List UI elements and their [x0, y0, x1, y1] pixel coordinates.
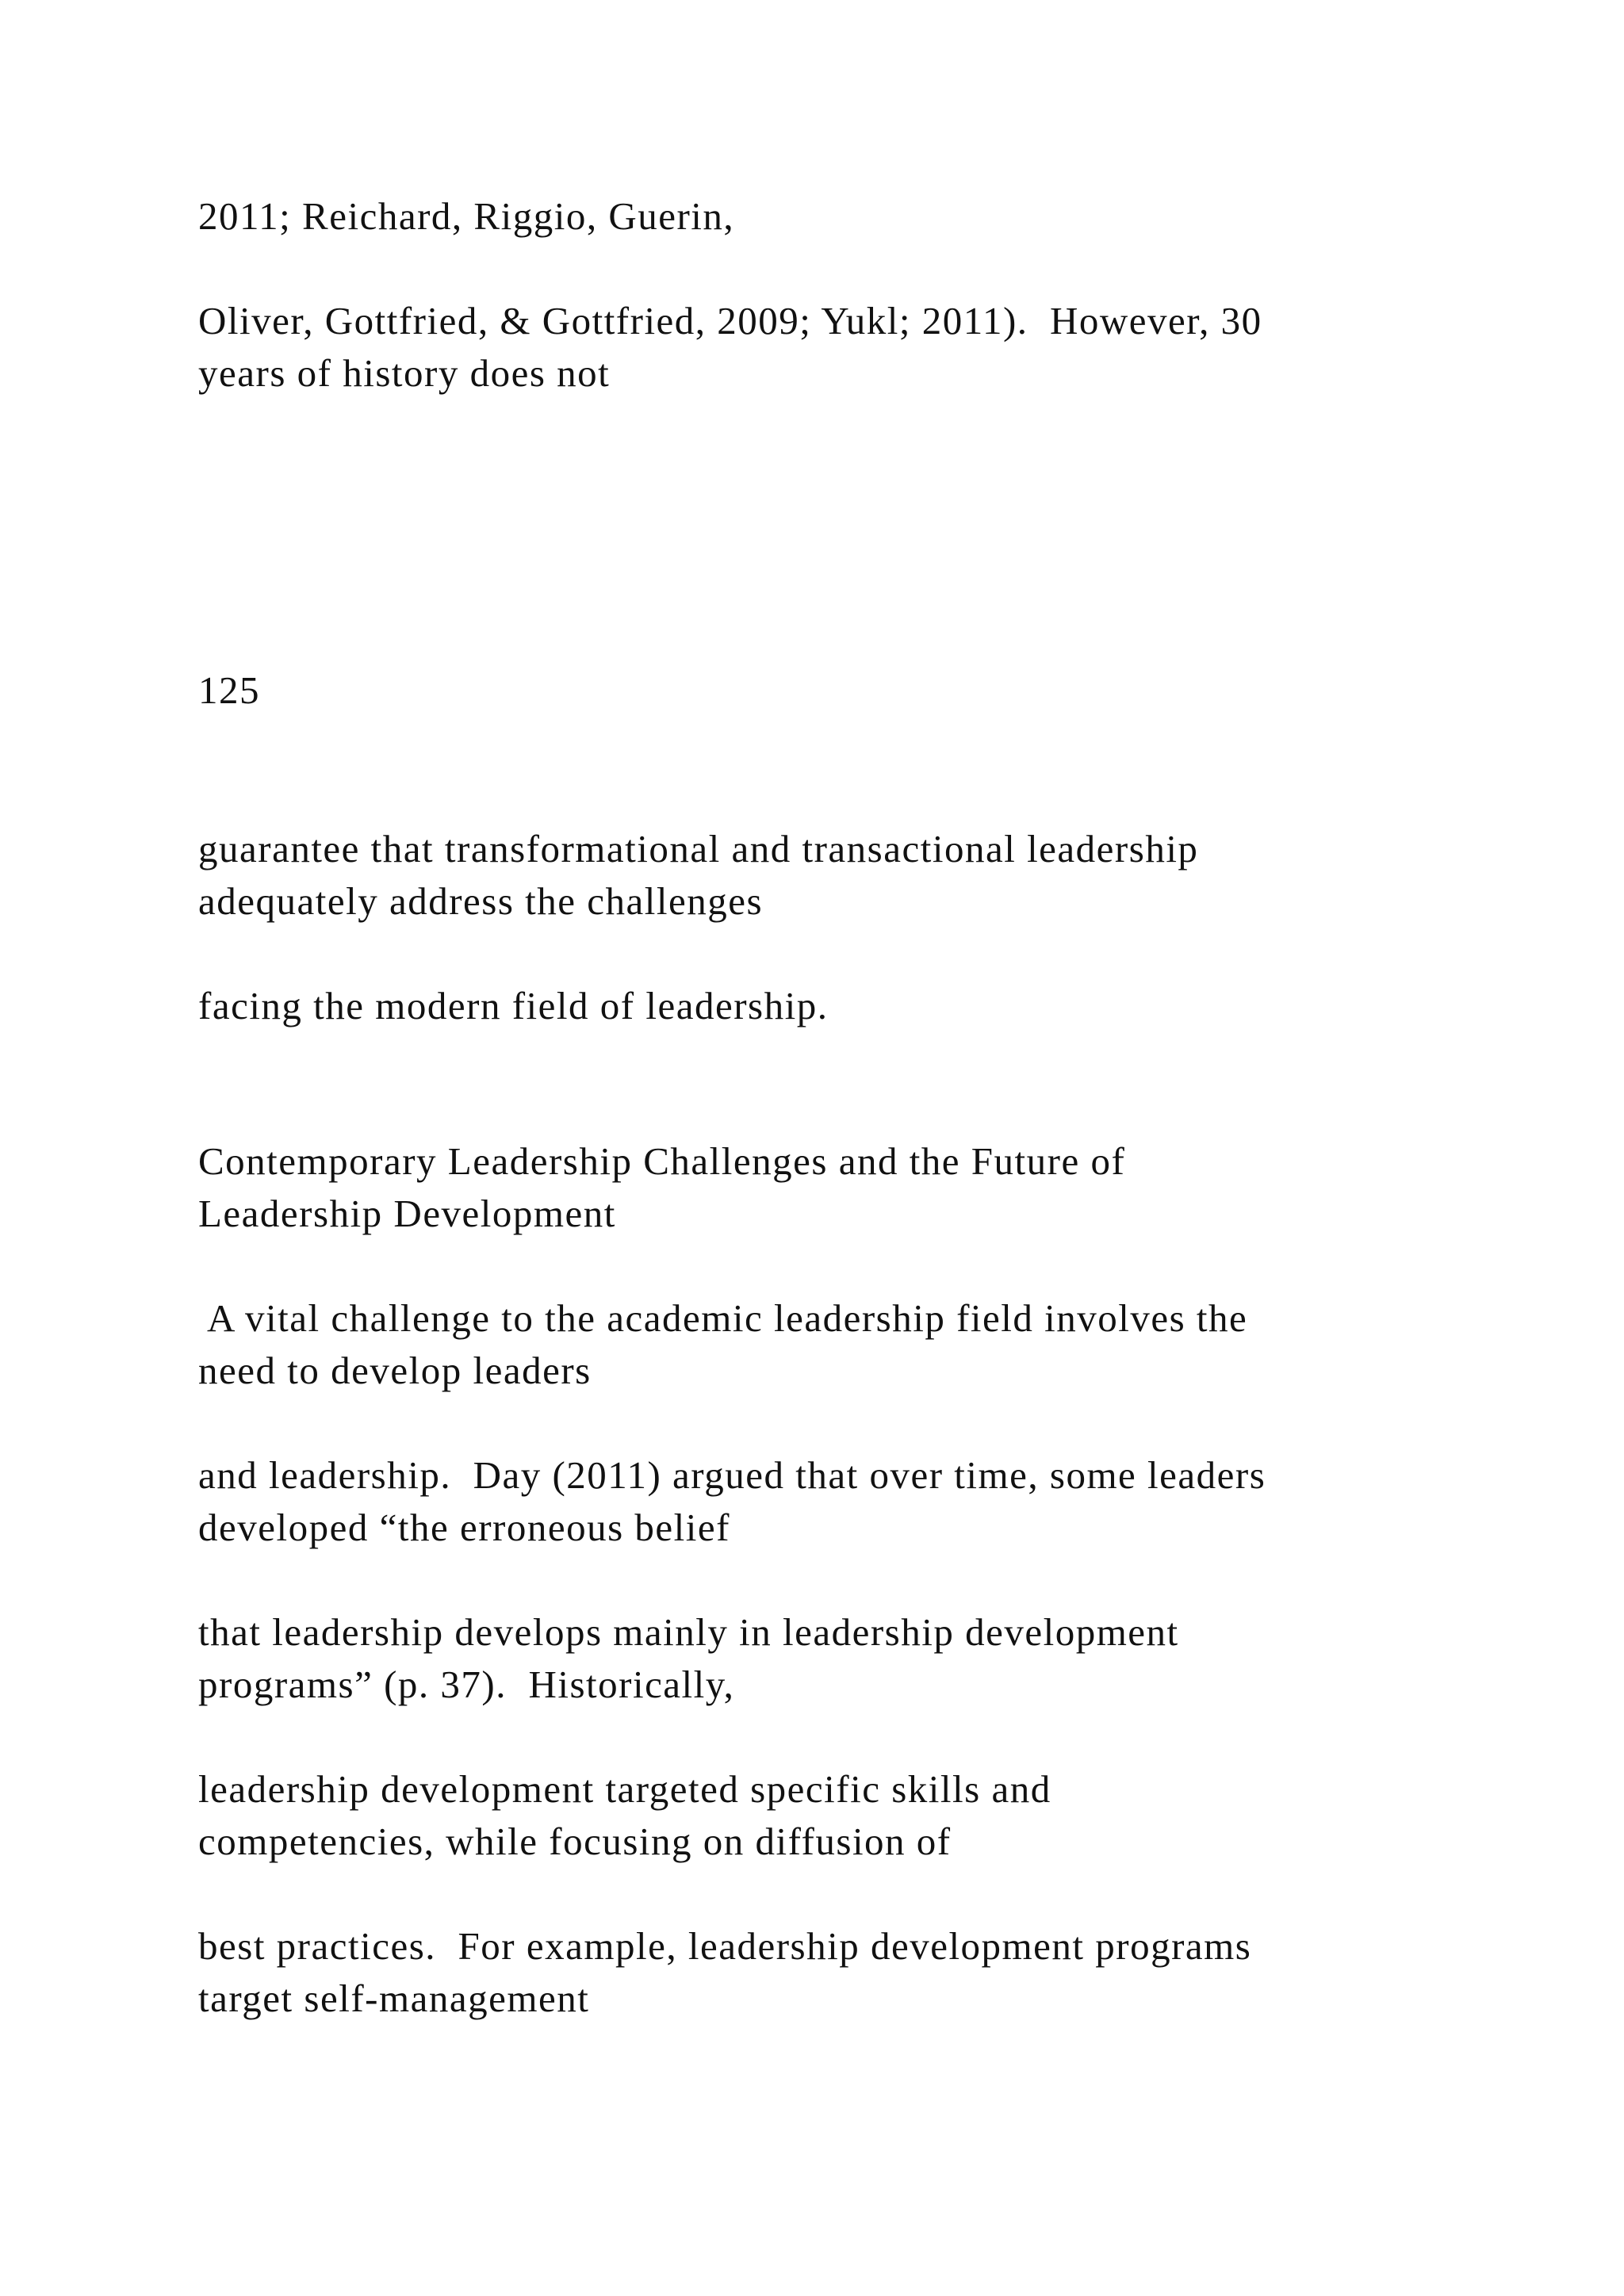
text-line: guarantee that transformational and transactional leadership: [198, 827, 1199, 871]
text-line: Contemporary Leadership Challenges and the Future of: [198, 1139, 1126, 1183]
text-line: developed “the erroneous belief: [198, 1506, 730, 1549]
text-line: leadership development targeted specific skills and: [198, 1767, 1051, 1811]
text-line: and leadership. Day (2011) argued that over time, some leaders: [198, 1453, 1266, 1497]
paragraph-day-2011: [198, 1449, 1507, 1554]
text-line: best practices. For example, leadership development programs: [198, 1924, 1252, 1968]
text-line: adequately address the challenges: [198, 879, 764, 923]
text-line: target self-management: [198, 1976, 590, 2020]
paragraph-vital-challenge: [198, 1292, 1507, 1397]
paragraph-citations-history: [198, 295, 1507, 400]
paragraph-modern-field: facing the modern field of leadership.: [198, 984, 829, 1027]
text-line: need to develop leaders: [198, 1349, 592, 1392]
paragraph-skills-competencies: [198, 1763, 1507, 1868]
text-line: programs” (p. 37). Historically,: [198, 1663, 735, 1706]
page-number: 125: [198, 668, 260, 712]
text-line: Leadership Development: [198, 1192, 616, 1235]
paragraph-best-practices: [198, 1920, 1507, 2025]
text-line: that leadership develops mainly in leadership development: [198, 1610, 1179, 1654]
section-heading: [198, 1135, 1507, 1240]
paragraph-guarantee: [198, 823, 1507, 928]
text-line: Oliver, Gottfried, & Gottfried, 2009; Yukl; 2011). However, 30: [198, 299, 1262, 342]
text-line: competencies, while focusing on diffusion of: [198, 1820, 952, 1863]
paragraph-development-programs: [198, 1606, 1507, 1711]
text-line: A vital challenge to the academic leadership field involves the: [198, 1296, 1248, 1340]
text-line: years of history does not: [198, 351, 611, 395]
paragraph-fragment-citations: 2011; Reichard, Riggio, Guerin,: [198, 194, 735, 238]
